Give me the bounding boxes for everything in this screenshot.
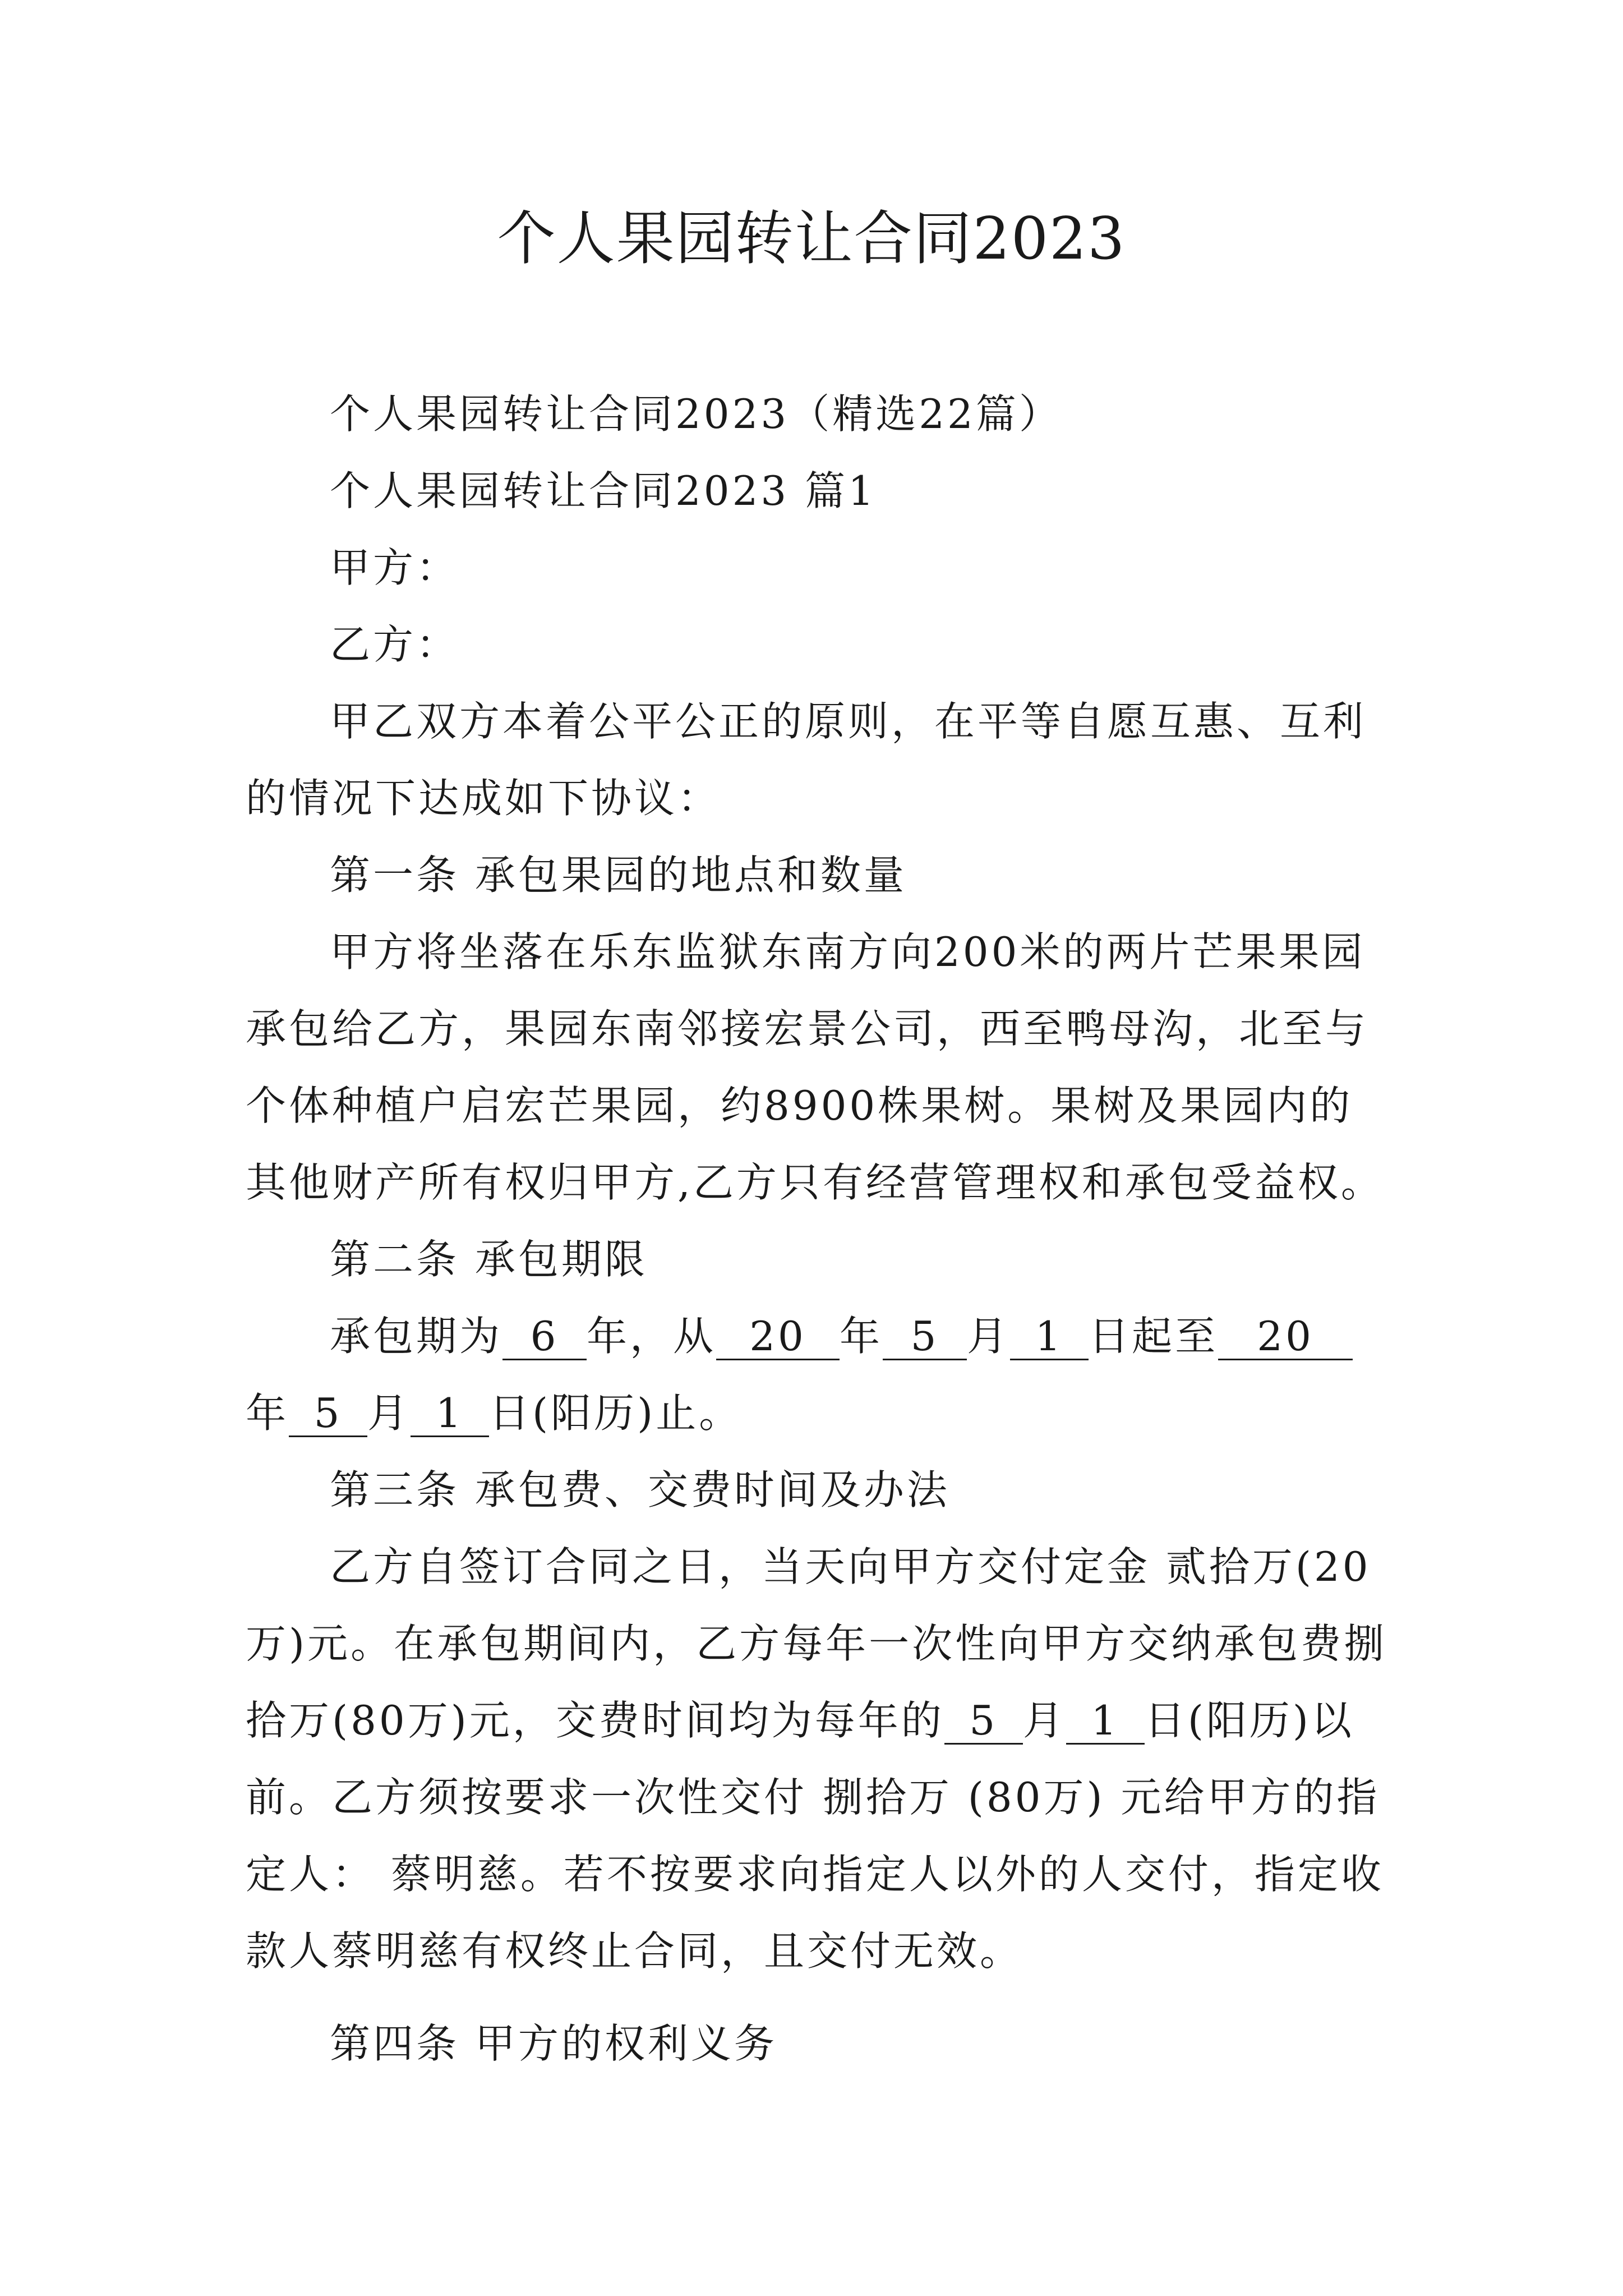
fill-blank-end-day: 1 bbox=[411, 1391, 489, 1437]
article-3-text: 日(阳历)以前。乙方须按要求一次性交付 捌拾万 (80万) 元给甲方的指定人： 蔡明慈。若不按要求向指定人以外的人交付，指定收款人蔡明慈有权终止合同，且交付无效。 bbox=[246, 1697, 1384, 1975]
article-2-text: 日起至 bbox=[1089, 1313, 1219, 1360]
article-4-heading: 第四条 甲方的权利义务 bbox=[330, 2020, 777, 2067]
article-3-text: 乙方自签订合同之日，当天向甲方交付定金 贰拾万(20万)元。在承包期间内，乙方每年一次性向甲方交纳承包费捌拾万(80万)元，交费时间均为每年的 bbox=[246, 1543, 1387, 1744]
article-2-body bbox=[246, 1298, 1390, 1452]
section-heading: 个人果园转让合同2023 篇1 bbox=[330, 467, 877, 514]
article-3-body bbox=[246, 1529, 1390, 1990]
fill-blank-end-month: 5 bbox=[289, 1391, 367, 1437]
fill-blank-pay-day: 1 bbox=[1066, 1699, 1145, 1745]
fill-blank-start-year: 20 bbox=[716, 1314, 840, 1360]
party-b-line: 乙方： bbox=[330, 621, 460, 668]
article-2-text: 承包期为 bbox=[330, 1313, 503, 1360]
fill-blank-years: 6 bbox=[502, 1314, 587, 1360]
document-title: 个人果园转让合同2023 bbox=[497, 204, 1126, 273]
article-2-text: 日(阳历)止。 bbox=[489, 1389, 743, 1437]
fill-blank-start-day: 1 bbox=[1010, 1314, 1089, 1360]
intro-paragraph: 甲乙双方本着公平公正的原则，在平等自愿互惠、互利的情况下达成如下协议： bbox=[246, 698, 1367, 822]
article-1-body: 甲方将坐落在乐东监狱东南方向200米的两片芒果果园承包给乙方，果园东南邻接宏景公司，西至鸭母沟，北至与个体种植户启宏芒果园，约8900株果树。果树及果园内的其他财产所有权归甲方,乙方只有经营管理权和承包受益权。 bbox=[246, 928, 1384, 1206]
article-2-text: 年 bbox=[840, 1313, 883, 1360]
article-2-text: 年 bbox=[246, 1389, 289, 1437]
article-3-text: 月 bbox=[1022, 1697, 1066, 1744]
article-2-text: 年，从 bbox=[587, 1313, 717, 1360]
article-2-text: 月 bbox=[967, 1313, 1011, 1360]
document-body bbox=[246, 376, 1390, 2082]
article-3-heading: 第三条 承包费、交费时间及办法 bbox=[330, 1466, 950, 1513]
document-subtitle: 个人果园转让合同2023（精选22篇） bbox=[330, 390, 1062, 438]
fill-blank-end-year: 20 bbox=[1218, 1314, 1353, 1360]
fill-blank-start-month: 5 bbox=[883, 1314, 967, 1360]
party-a-line: 甲方： bbox=[330, 544, 460, 591]
article-1-heading: 第一条 承包果园的地点和数量 bbox=[330, 852, 907, 899]
article-2-heading: 第二条 承包期限 bbox=[330, 1236, 648, 1283]
article-2-text: 月 bbox=[367, 1389, 411, 1437]
fill-blank-pay-month: 5 bbox=[944, 1699, 1023, 1745]
